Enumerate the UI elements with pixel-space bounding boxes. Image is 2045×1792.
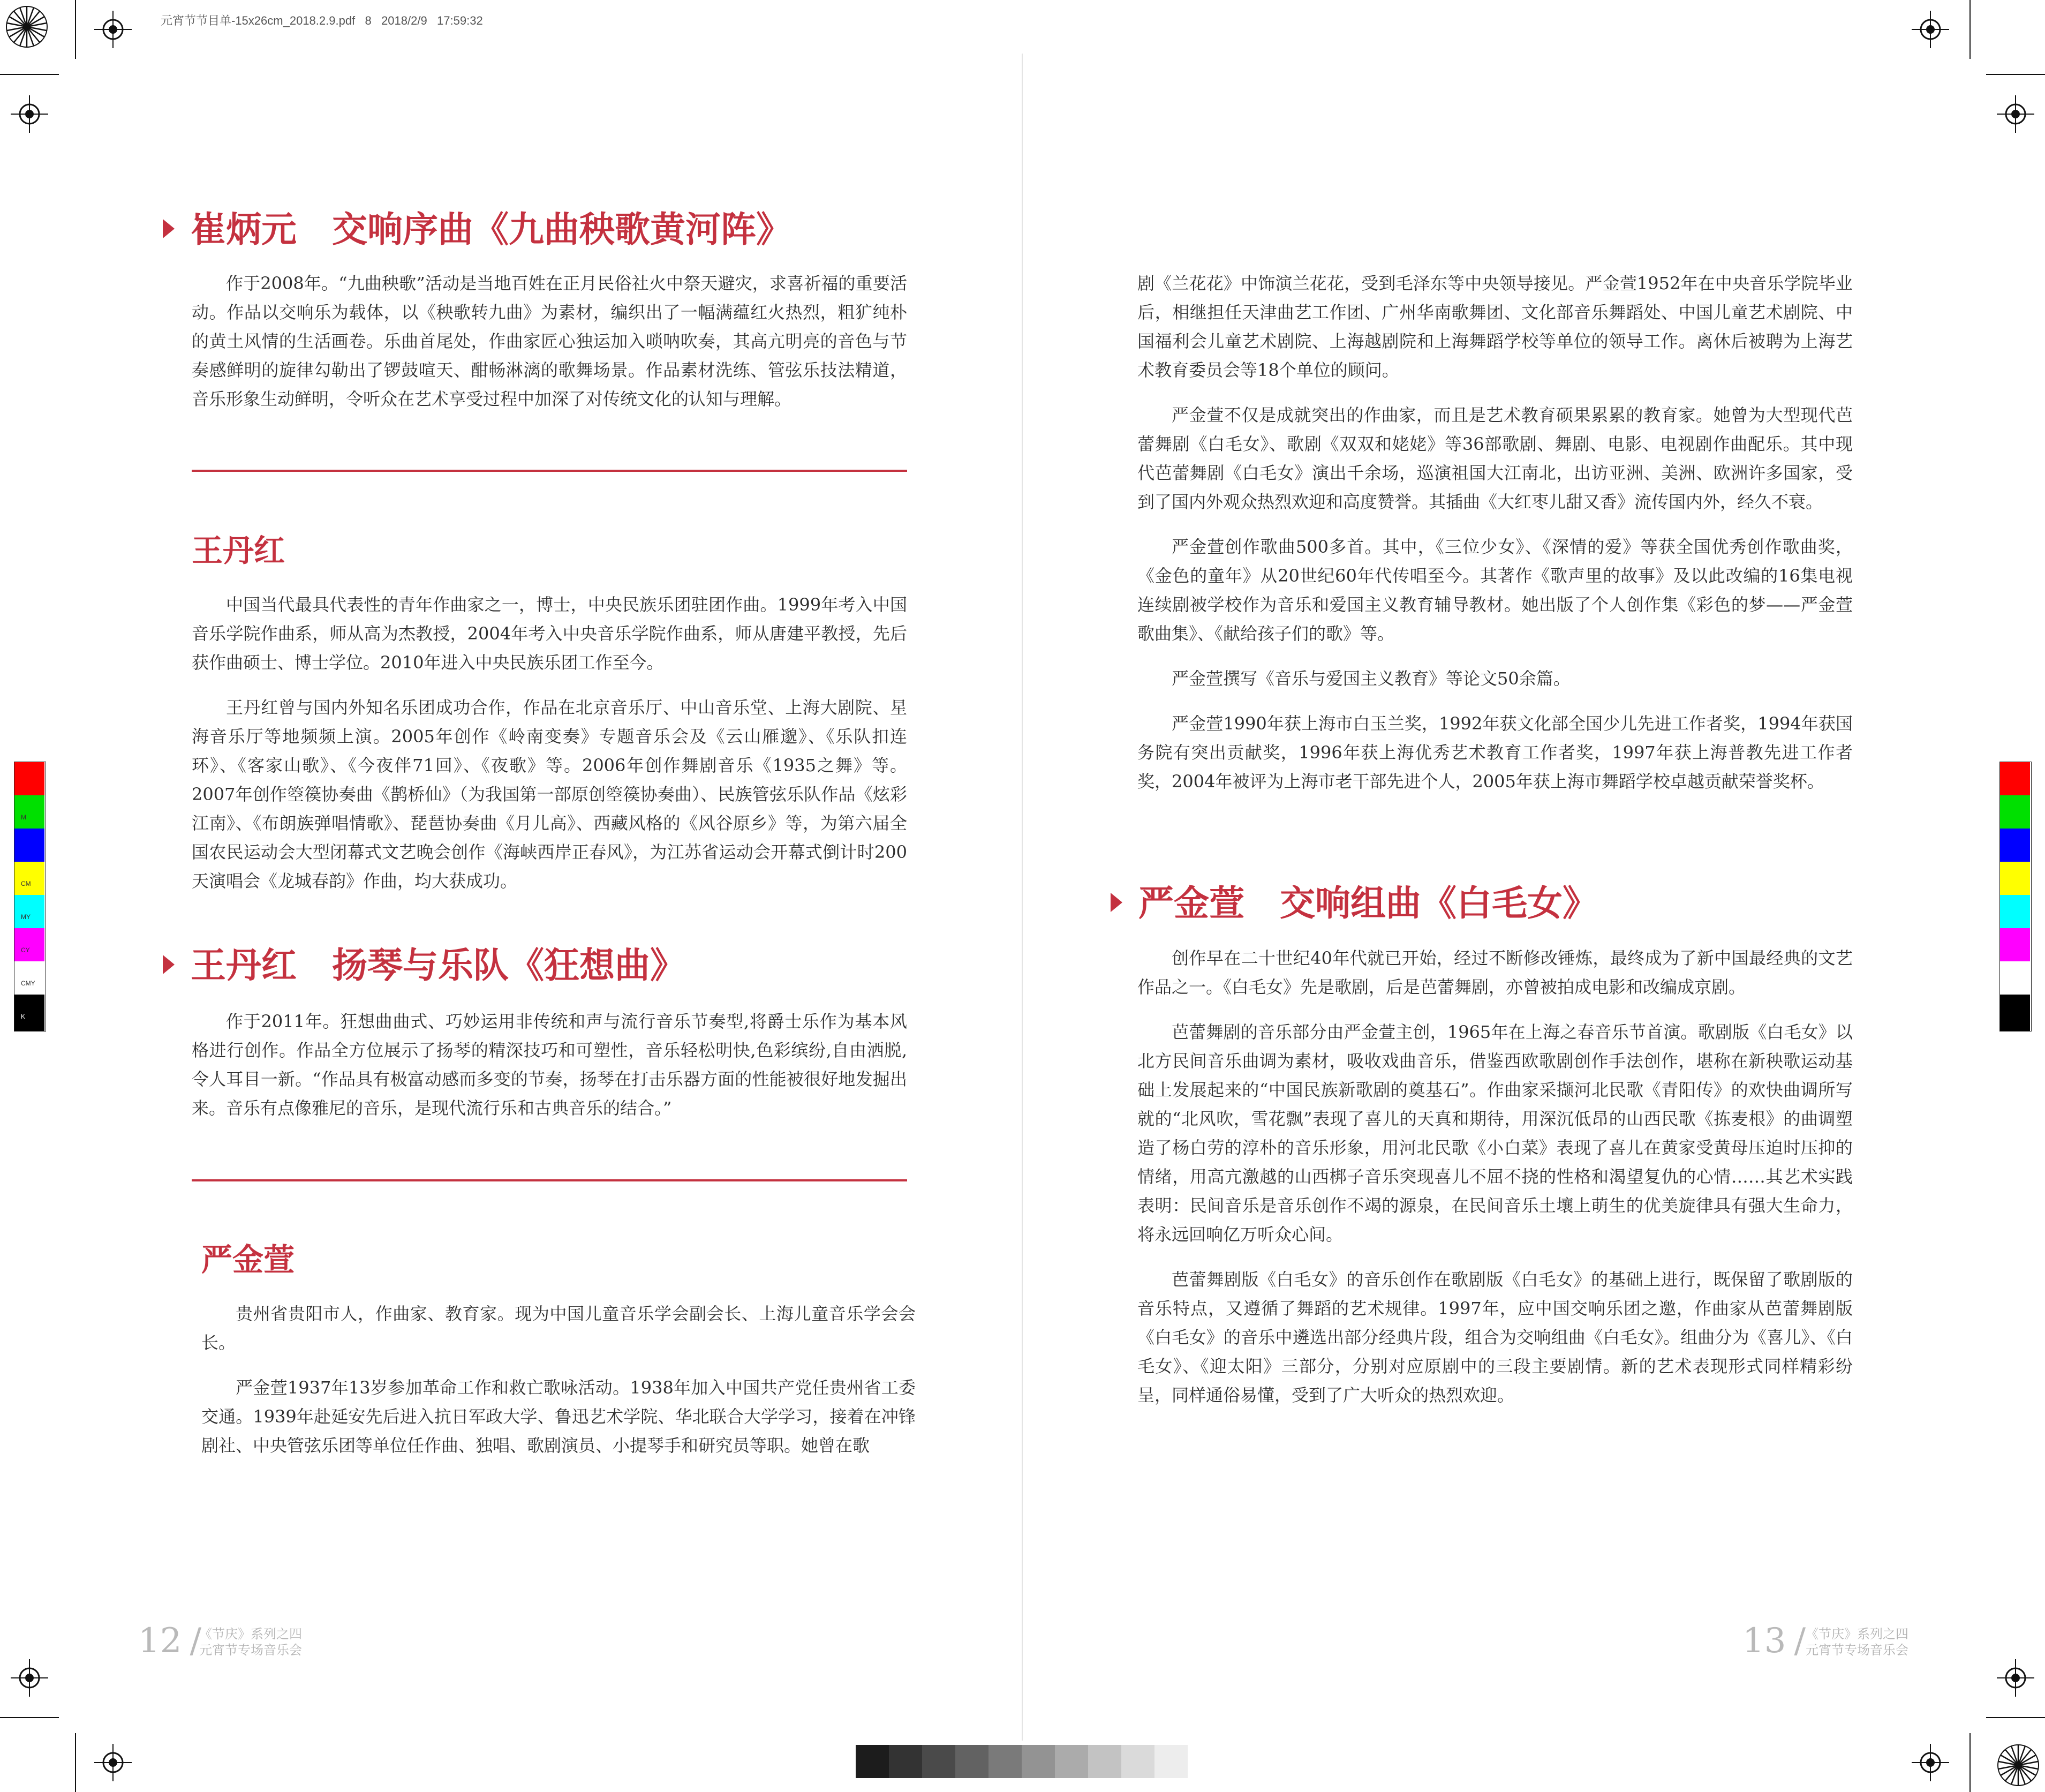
paragraph: 严金萱1937年13岁参加革命工作和救亡歌咏活动。1938年加入中国共产党任贵州省工委交通。1939年赴延安先后进入抗日军政大学、鲁迅艺术学院、华北联合大学学习，接着在冲锋剧社、中央管弦乐团等单位任作曲、独唱、歌剧演员、小提琴手和研究员等职。她曾在歌	[201, 1377, 916, 1456]
paragraph: 作于2011年。狂想曲曲式、巧妙运用非传统和声与流行音乐节奏型,将爵士乐作为基本风格进行创作。作品全方位展示了扬琴的精深技巧和可塑性，音乐轻松明快,色彩缤纷,自由洒脱,令人耳目一新。“作品具有极富动感而多变的节奏，扬琴在打击乐器方面的性能被很好地发掘出来。音乐有点像雅尼的音乐，是现代流行乐和古典音乐的结合。”	[192, 1011, 907, 1118]
paragraph: 严金萱撰写《音乐与爱国主义教育》等论文50余篇。	[1172, 668, 1571, 689]
registration-mark-icon	[1997, 95, 2034, 133]
gray-swatch	[1154, 1745, 1188, 1778]
crop-mark	[75, 1733, 76, 1792]
color-swatch: CY	[14, 928, 44, 961]
color-swatch	[14, 762, 44, 795]
section-body-continued	[1137, 269, 1853, 812]
color-swatch	[2000, 829, 2030, 862]
registration-mark-icon	[11, 1659, 48, 1697]
color-swatch: M	[14, 795, 44, 829]
registration-mark-icon	[1997, 1659, 2034, 1697]
registration-mark-icon	[11, 95, 48, 133]
section-body	[192, 1007, 907, 1139]
section-body	[192, 590, 907, 912]
registration-mark-icon	[1912, 1744, 1949, 1781]
section-heading-wang-danhong: 王丹红	[192, 532, 285, 569]
color-swatch	[2000, 795, 2030, 829]
paragraph: 王丹红曾与国内外知名乐团成功合作，作品在北京音乐厅、中山音乐堂、上海大剧院、星海音乐厅等地频频上演。2005年创作《岭南变奏》专题音乐会及《云山雁邈》、《乐队扣连环》、《客家山歌》、《今夜伴71回》、《夜歌》等。2006年创作舞剧音乐《1935之舞》等。2007年创作箜篌协奏曲《鹊桥仙》（为我国第一部原创箜篌协奏曲）、民族管弦乐队作品《炫彩江南》、《布朗族弹唱情歌》、琵琶协奏曲《月儿高》、西藏风格的《风谷原乡》等，为第六届全国农民运动会大型闭幕式文艺晚会创作《海峡西岸正春风》，为江苏省运动会开幕式倒计时200天演唱会《龙城春韵》作曲，均大获成功。	[192, 697, 907, 891]
color-swatch	[2000, 862, 2030, 895]
color-swatch: CM	[14, 862, 44, 895]
section-heading-white-haired-girl: 严金萱 交响组曲《白毛女》	[1111, 882, 1598, 924]
crop-mark	[1969, 0, 1971, 59]
triangle-bullet-icon	[163, 955, 175, 974]
print-slug: 元宵节节目单-15x26cm_2018.2.9.pdf 8 2018/2/9 17:59:32	[161, 14, 483, 27]
folio-left-caption: 《节庆》系列之四 元宵节专场音乐会	[199, 1627, 302, 1658]
crop-mark	[75, 0, 76, 59]
paragraph: 严金萱1990年获上海市白玉兰奖，1992年获文化部全国少儿先进工作者奖，1994年获国务院有突出贡献奖，1996年获上海优秀艺术教育工作者奖，1997年获上海普教先进工作者奖，2004年被评为上海市老干部先进个人，2005年获上海市舞蹈学校卓越贡献荣誉奖杯。	[1137, 713, 1853, 792]
gray-swatch	[1055, 1745, 1088, 1778]
paragraph: 芭蕾舞剧的音乐部分由严金萱主创，1965年在上海之春音乐节首演。歌剧版《白毛女》以北方民间音乐曲调为素材，吸收戏曲音乐，借鉴西欧歌剧创作手法创作，堪称在新秧歌运动基础上发展起来的“中国民族新歌剧的奠基石”。作曲家采撷河北民歌《青阳传》的欢快曲调所写就的“北风吹，雪花飘”表现了喜儿的天真和期待，用深沉低昂的山西民歌《拣麦根》的曲调塑造了杨白劳的淳朴的音乐形象，用河北民歌《小白菜》表现了喜儿在黄家受黄母压迫时压抑的情绪，用高亢激越的山西梆子音乐突现喜儿不屈不挠的性格和渴望复仇的心情……其艺术实践表明：民间音乐是音乐创作不竭的源泉，在民间音乐土壤上萌生的优美旋律具有强大生命力，将永远回响亿万听众心间。	[1137, 1022, 1853, 1245]
gray-swatch	[1121, 1745, 1154, 1778]
section-body	[1137, 944, 1853, 1426]
gray-swatch	[988, 1745, 1022, 1778]
color-swatch	[2000, 895, 2030, 928]
triangle-bullet-icon	[163, 219, 175, 238]
color-swatch: K	[14, 995, 44, 1031]
gray-swatch	[1022, 1745, 1055, 1778]
paragraph: 中国当代最具代表性的青年作曲家之一，博士，中央民族乐团驻团作曲。1999年考入中国音乐学院作曲系，师从高为杰教授，2004年考入中央音乐学院作曲系，师从唐建平教授，先后获作曲硕士、博士学位。2010年进入中央民族乐团工作至今。	[192, 594, 907, 673]
triangle-bullet-icon	[1111, 893, 1122, 912]
color-swatch	[2000, 762, 2030, 795]
section-divider	[192, 1179, 907, 1181]
registration-mark-icon	[94, 11, 132, 48]
crop-mark	[0, 74, 59, 75]
page-fold-divider	[1022, 54, 1023, 1741]
page-number: 12	[138, 1621, 182, 1661]
section-heading-cui-bingyuan: 崔炳元 交响序曲《九曲秧歌黄河阵》	[163, 208, 791, 251]
crop-mark	[1986, 74, 2045, 75]
section-heading-yan-jinxuan: 严金萱	[201, 1241, 295, 1278]
crop-mark	[1986, 1717, 2045, 1718]
color-swatch: CMY	[14, 961, 44, 995]
folio-right	[1742, 1621, 1806, 1661]
gray-swatch	[889, 1745, 922, 1778]
gray-swatch	[1088, 1745, 1121, 1778]
folio-slash: /	[1794, 1621, 1806, 1661]
section-body	[201, 1299, 916, 1476]
color-bar-left	[14, 762, 46, 1031]
section-heading-rhapsody: 王丹红 扬琴与乐队《狂想曲》	[163, 944, 685, 987]
color-swatch	[2000, 961, 2030, 995]
paragraph: 严金萱不仅是成就突出的作曲家，而且是艺术教育硕果累累的教育家。她曾为大型现代芭蕾舞剧《白毛女》、歌剧《双双和姥姥》等36部歌剧、舞剧、电影、电视剧作曲配乐。其中现代芭蕾舞剧《白毛女》演出千余场，巡演祖国大江南北，出访亚洲、美洲、欧洲许多国家，受到了国内外观众热烈欢迎和高度赞誉。其插曲《大红枣儿甜又香》流传国内外，经久不衰。	[1137, 405, 1853, 512]
crop-mark	[1969, 1733, 1971, 1792]
section-body	[192, 269, 907, 430]
paragraph: 创作早在二十世纪40年代就已开始，经过不断修改锤炼，最终成为了新中国最经典的文艺作品之一。《白毛女》先是歌剧，后是芭蕾舞剧，亦曾被拍成电影和改编成京剧。	[1137, 948, 1853, 997]
folio-right-caption: 《节庆》系列之四 元宵节专场音乐会	[1806, 1627, 1908, 1658]
section-divider	[192, 470, 907, 472]
paragraph: 剧《兰花花》中饰演兰花花，受到毛泽东等中央领导接见。严金萱1952年在中央音乐学院毕业后，相继担任天津曲艺工作团、广州华南歌舞团、文化部音乐舞蹈处、中国儿童艺术剧院、中国福利会儿童艺术剧院、上海越剧院和上海舞蹈学校等单位的领导工作。离休后被聘为上海艺术教育委员会等18个单位的顾问。	[1137, 273, 1853, 380]
color-swatch: MY	[14, 895, 44, 928]
gray-swatch	[856, 1745, 889, 1778]
registration-mark-icon	[1912, 11, 1949, 48]
paragraph: 作于2008年。“九曲秧歌”活动是当地百姓在正月民俗社火中祭天避灾，求喜祈福的重要活动。作品以交响乐为载体，以《秧歌转九曲》为素材，编织出了一幅满蕴红火热烈，粗犷纯朴的黄土风情的生活画卷。乐曲首尾处，作曲家匠心独运加入唢呐吹奏，其高亢明亮的音色与节奏感鲜明的旋律勾勒出了锣鼓喧天、酣畅淋漓的歌舞场景。作品素材洗练、管弦乐技法精道，音乐形象生动鲜明，令听众在艺术享受过程中加深了对传统文化的认知与理解。	[192, 273, 907, 409]
color-swatch	[14, 829, 44, 862]
page-number: 13	[1742, 1621, 1786, 1661]
gray-swatch	[922, 1745, 955, 1778]
color-swatch	[2000, 928, 2030, 961]
gray-swatch	[955, 1745, 988, 1778]
paragraph: 芭蕾舞剧版《白毛女》的音乐创作在歌剧版《白毛女》的基础上进行，既保留了歌剧版的音乐特点，又遵循了舞蹈的艺术规律。1997年，应中国交响乐团之邀，作曲家从芭蕾舞剧版《白毛女》的音乐中遴选出部分经典片段，组合为交响组曲《白毛女》。组曲分为《喜儿》、《白毛女》、《迎太阳》三部分，分别对应原剧中的三段主要剧情。新的艺术表现形式同样精彩纷呈，同样通俗易懂，受到了广大听众的热烈欢迎。	[1137, 1269, 1853, 1405]
folio-left	[138, 1621, 202, 1661]
color-swatch	[2000, 995, 2030, 1031]
color-bar-right	[1999, 762, 2032, 1031]
paragraph: 严金萱创作歌曲500多首。其中，《三位少女》、《深情的爱》等获全国优秀创作歌曲奖，《金色的童年》从20世纪60年代传唱至今。其著作《歌声里的故事》及以此改编的16集电视连续剧被学校作为音乐和爱国主义教育辅导教材。她出版了个人创作集《彩色的梦——严金萱歌曲集》、《献给孩子们的歌》等。	[1137, 537, 1853, 644]
crop-mark	[0, 1717, 59, 1718]
registration-mark-icon	[94, 1744, 132, 1781]
paragraph: 贵州省贵阳市人，作曲家、教育家。现为中国儿童音乐学会副会长、上海儿童音乐学会会长。	[201, 1304, 916, 1353]
star-target-icon	[5, 5, 48, 48]
star-target-icon	[1997, 1744, 2040, 1787]
folio-slash: /	[190, 1621, 202, 1661]
